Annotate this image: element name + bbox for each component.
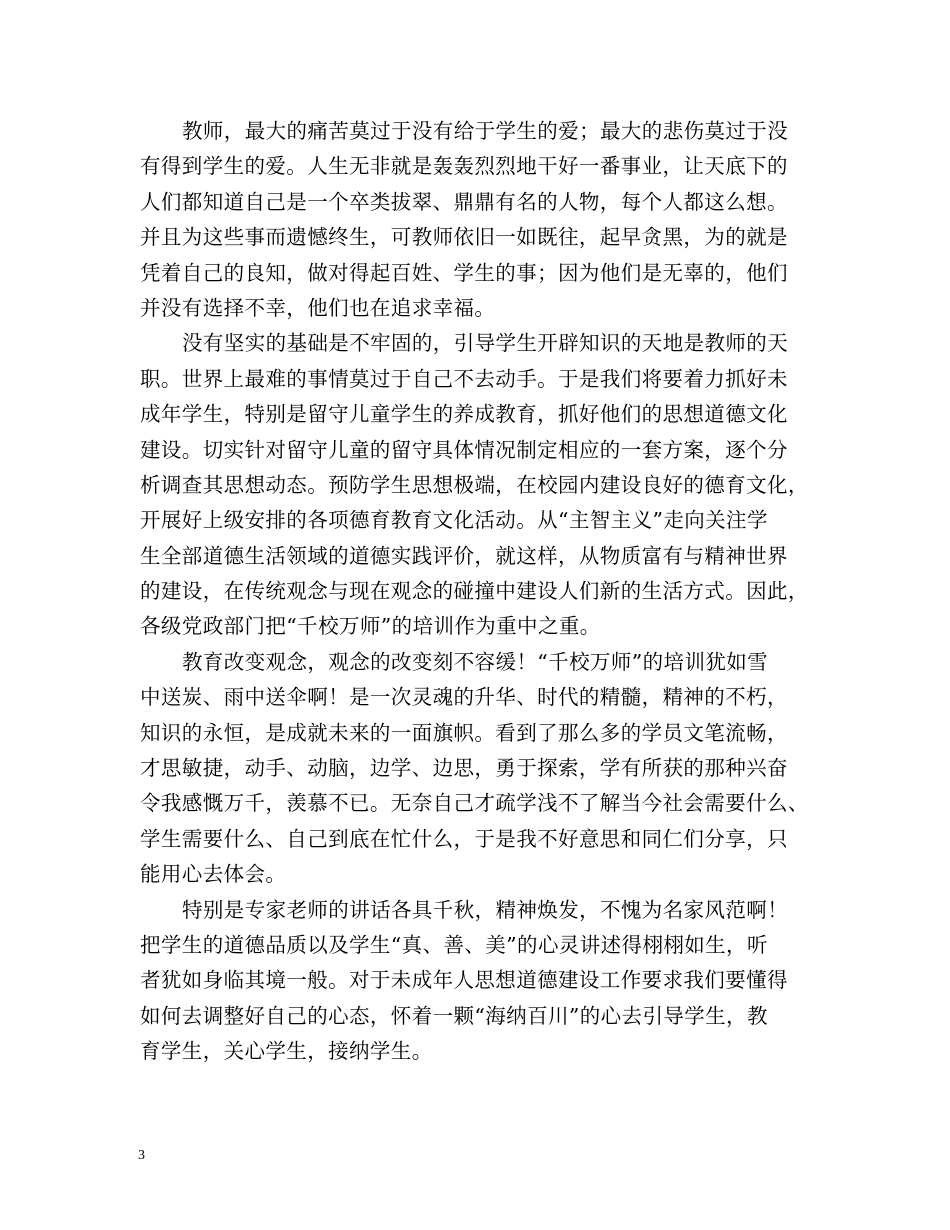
text-line: 学生需要什么、自己到底在忙什么，于是我不好意思和同仁们分享，只: [140, 826, 788, 851]
text-line: 教师，最大的痛苦莫过于没有给于学生的爱；最大的悲伤莫过于没: [182, 119, 789, 143]
text-line: 的建设，在传统观念与现在观念的碰撞中建设人们新的生活方式。因此，: [140, 579, 809, 604]
text-line: 凭着自己的良知，做对得起百姓、学生的事；因为他们是无辜的，他们: [140, 260, 788, 285]
text-line: 育学生，关心学生，接纳学生。: [140, 1039, 433, 1064]
text-line: 才思敏捷，动手、动脑，边学、边思，勇于探索，学有所获的那种兴奋: [140, 756, 788, 781]
text-line: 如何去调整好自己的心态，怀着一颗“海纳百川”的心去引导学生，教: [140, 1003, 768, 1028]
text-line: 没有坚实的基础是不牢固的，引导学生开辟知识的天地是教师的天: [182, 331, 789, 356]
text-line: 教育改变观念，观念的改变刻不容缓！“千校万师”的培训犹如雪: [182, 649, 769, 674]
text-line: 并且为这些事而遗憾终生，可教师依旧一如既往，起早贪黑，为的就是: [140, 225, 788, 250]
text-line: 建设。切实针对留守儿童的留守具体情况制定相应的一套方案，逐个分: [140, 437, 788, 462]
page-number: 3: [138, 1148, 145, 1163]
text-line: 有得到学生的爱。人生无非就是轰轰烈烈地干好一番事业，让天底下的: [140, 154, 788, 179]
text-line: 把学生的道德品质以及学生“真、善、美”的心灵讲述得栩栩如生，听: [140, 932, 768, 957]
text-line: 成年学生，特别是留守儿童学生的养成教育，抓好他们的思想道德文化: [140, 402, 788, 427]
text-line: 职。世界上最难的事情莫过于自己不去动手。于是我们将要着力抓好未: [140, 366, 788, 391]
text-line: 中送炭、雨中送伞啊！是一次灵魂的升华、时代的精髓，精神的不朽，: [140, 685, 788, 710]
text-line: 生全部道德生活领域的道德实践评价，就这样，从物质富有与精神世界: [140, 543, 788, 568]
text-line: 人们都知道自己是一个卒类拔翠、鼎鼎有名的人物，每个人都这么想。: [140, 189, 788, 214]
text-line: 知识的永恒，是成就未来的一面旗帜。看到了那么多的学员文笔流畅，: [140, 720, 788, 745]
text-line: 能用心去体会。: [140, 862, 287, 887]
text-line: 各级党政部门把“千校万师”的培训作为重中之重。: [140, 614, 601, 639]
text-line: 析调查其思想动态。预防学生思想极端，在校园内建设良好的德育文化，: [140, 472, 809, 497]
text-line: 特别是专家老师的讲话各具千秋，精神焕发，不愧为名家风范啊！: [182, 897, 789, 922]
body-text: [140, 114, 820, 1070]
text-line: 者犹如身临其境一般。对于未成年人思想道德建设工作要求我们要懂得: [140, 968, 788, 993]
text-line: 开展好上级安排的各项德育教育文化活动。从“主智主义”走向关注学: [140, 508, 768, 533]
text-line: 令我感慨万千，羡慕不已。无奈自己才疏学浅不了解当今社会需要什么、: [140, 791, 809, 816]
text-line: 并没有选择不幸，他们也在追求幸福。: [140, 295, 496, 320]
